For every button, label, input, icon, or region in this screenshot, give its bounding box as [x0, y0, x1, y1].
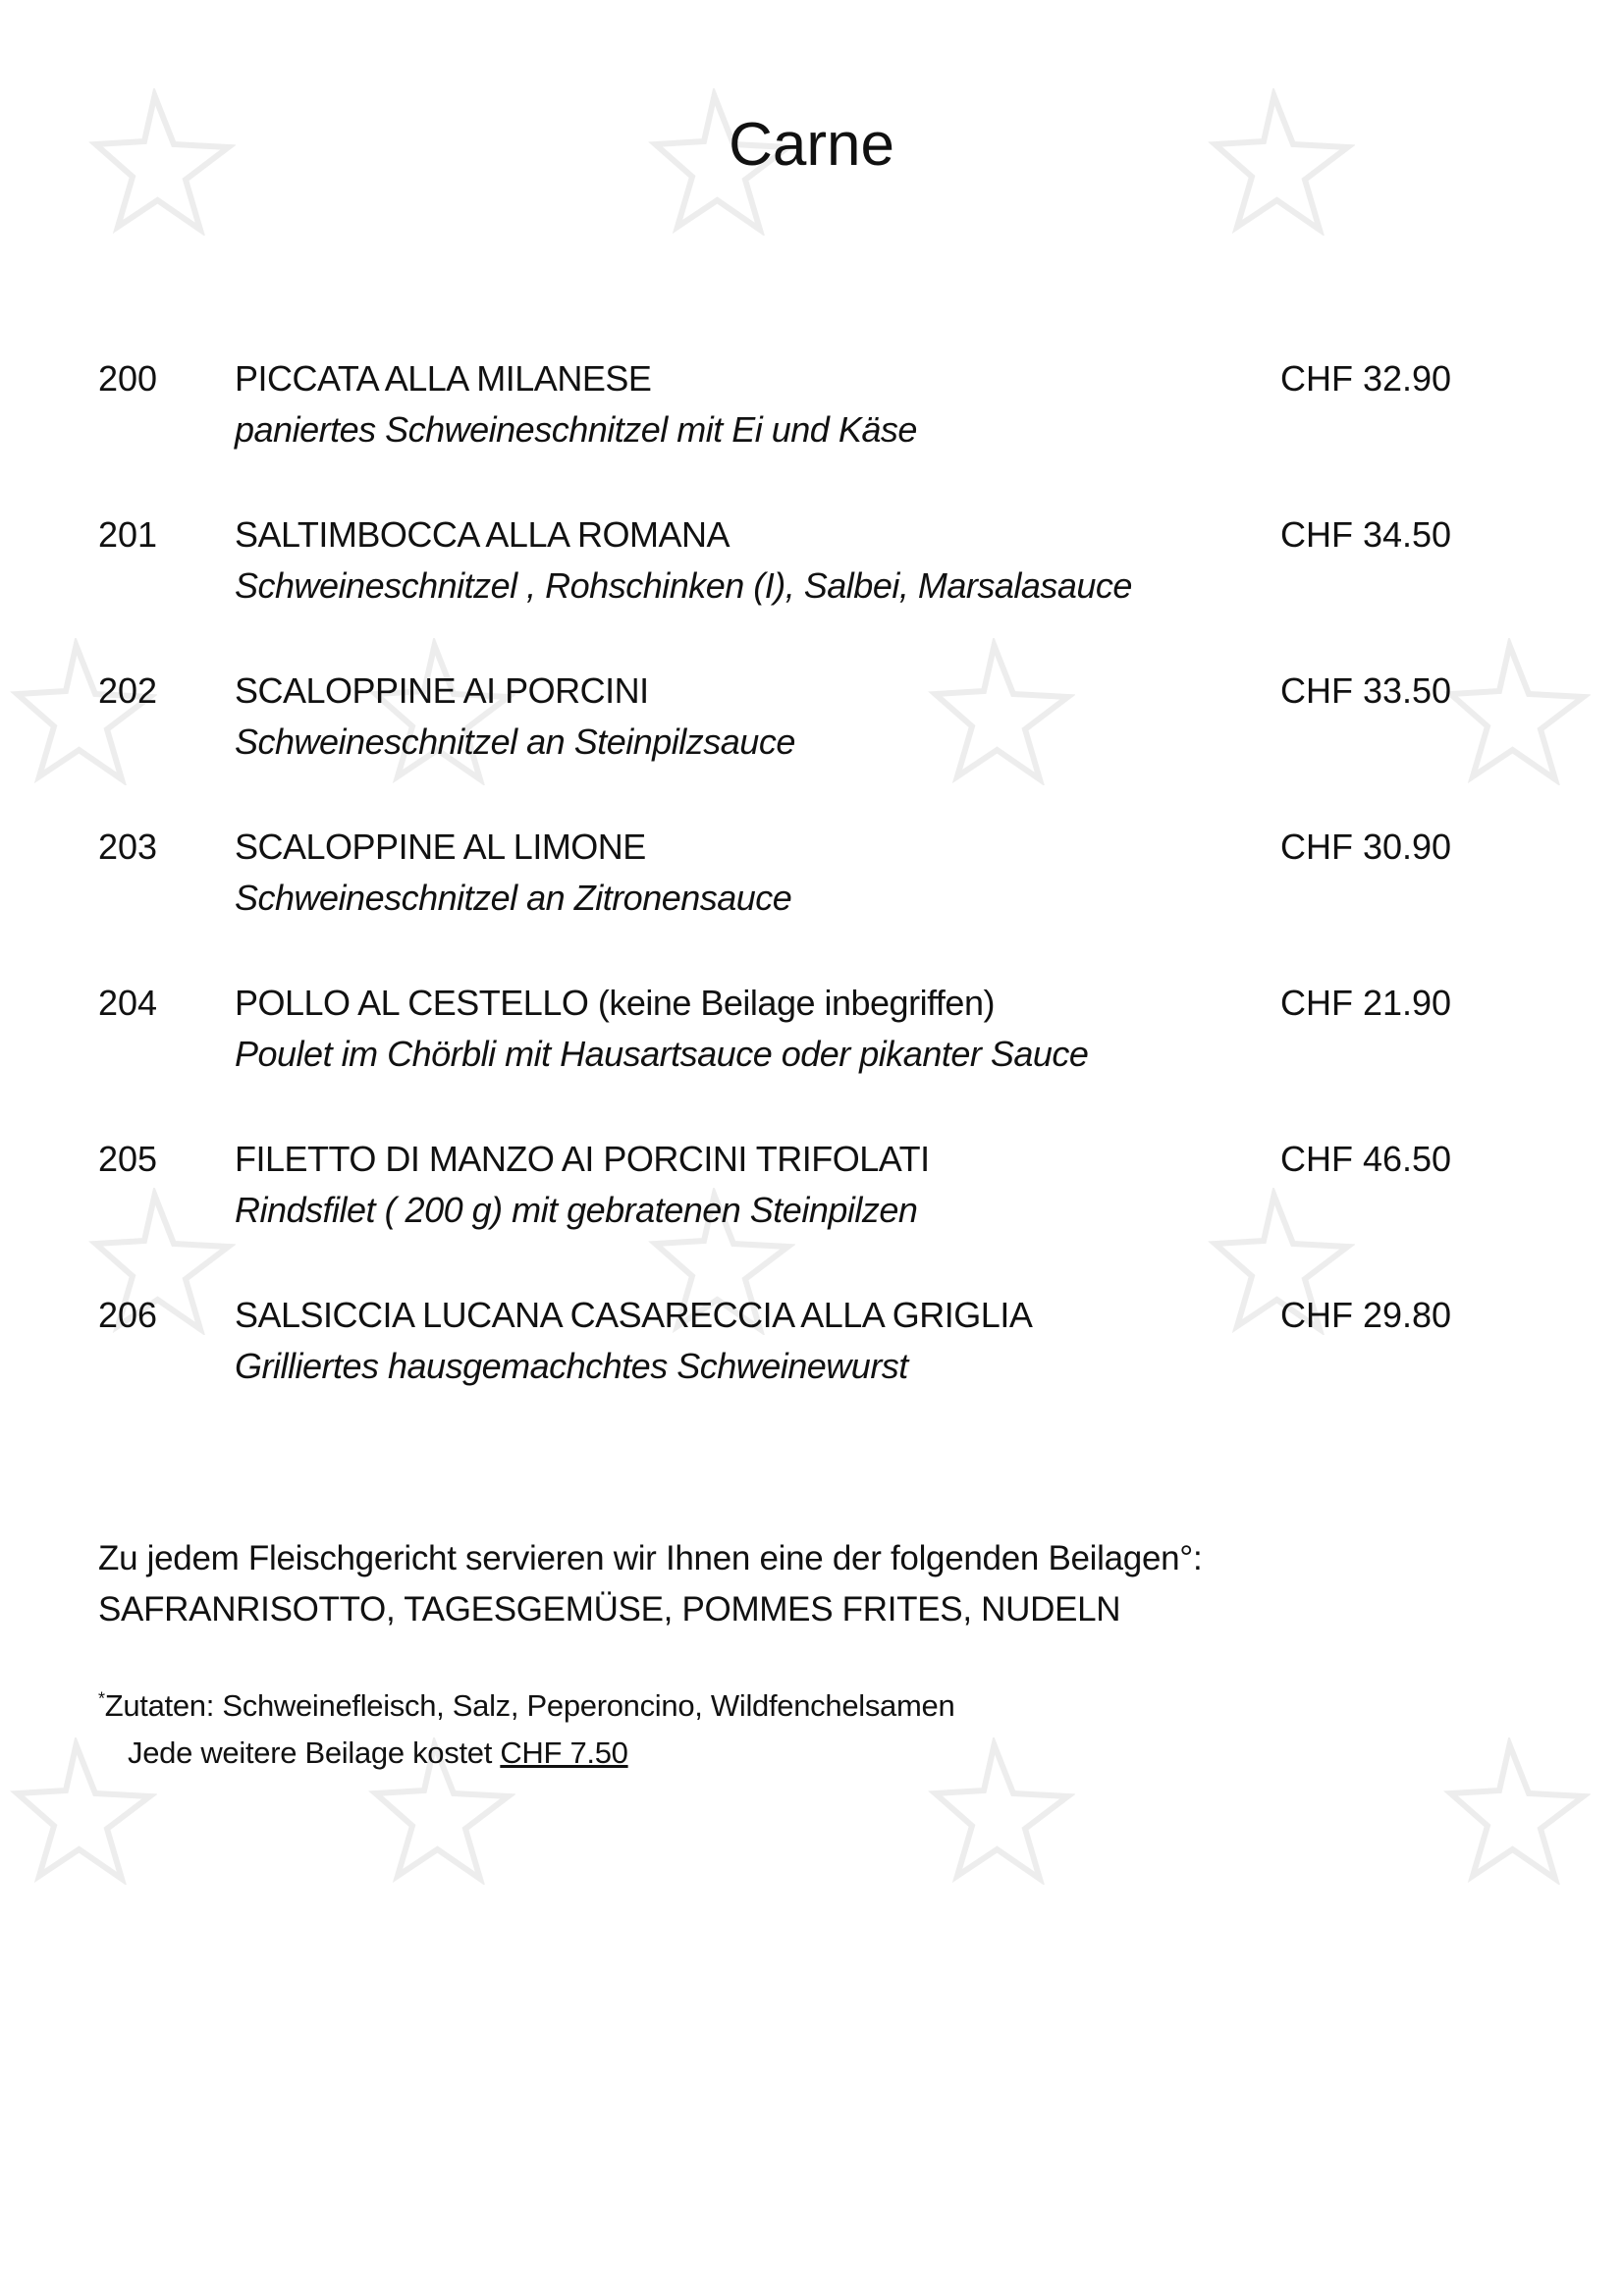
item-number: 203 [98, 827, 158, 867]
item-number: 204 [98, 983, 158, 1023]
item-price: CHF 30.90 [1280, 827, 1452, 867]
item-price: CHF 32.90 [1280, 358, 1452, 399]
item-price: CHF 33.50 [1280, 670, 1452, 711]
item-number: 201 [98, 514, 158, 555]
item-price: CHF 21.90 [1280, 983, 1452, 1023]
menu-item [0, 1139, 1623, 1256]
item-name: SCALOPPINE AL LIMONE [235, 827, 646, 867]
item-price: CHF 29.80 [1280, 1295, 1452, 1335]
item-description: Rindsfilet ( 200 g) mit gebratenen Steinpilzen [235, 1190, 918, 1230]
ingredients-note [98, 1688, 954, 1724]
item-number: 202 [98, 670, 158, 711]
item-price: CHF 46.50 [1280, 1139, 1452, 1179]
item-description: paniertes Schweineschnitzel mit Ei und Käse [235, 409, 917, 450]
menu-item [0, 1295, 1623, 1413]
menu-item [0, 514, 1623, 632]
item-name: SCALOPPINE AI PORCINI [235, 670, 649, 711]
item-description: Poulet im Chörbli mit Hausartsauce oder pikanter Sauce [235, 1034, 1089, 1074]
ingredients-text: Zutaten: Schweinefleisch, Salz, Peperoncino, Wildfenchelsamen [104, 1688, 955, 1723]
extra-side-text: Jede weitere Beilage kostet [128, 1735, 501, 1770]
watermark-star-icon [1443, 1737, 1591, 1885]
menu-item [0, 827, 1623, 944]
item-description: Schweineschnitzel an Steinpilzsauce [235, 721, 795, 762]
menu-item [0, 358, 1623, 476]
page-title: Carne [729, 111, 894, 179]
item-name: PICCATA ALLA MILANESE [235, 358, 652, 399]
item-number: 206 [98, 1295, 158, 1335]
watermark-star-icon [928, 1737, 1075, 1885]
footnote-marker: * [98, 1688, 105, 1709]
side-dish-list: SAFRANRISOTTO, TAGESGEMÜSE, POMMES FRITES, NUDELN [98, 1590, 1121, 1629]
item-name: SALTIMBOCCA ALLA ROMANA [235, 514, 730, 555]
menu-item [0, 670, 1623, 788]
item-price: CHF 34.50 [1280, 514, 1452, 555]
side-dish-intro: Zu jedem Fleischgericht servieren wir Ihnen eine der folgenden Beilagen°: [98, 1539, 1203, 1577]
item-name: POLLO AL CESTELLO (keine Beilage inbegriffen) [235, 983, 995, 1023]
item-name: FILETTO DI MANZO AI PORCINI TRIFOLATI [235, 1139, 930, 1179]
item-description: Schweineschnitzel an Zitronensauce [235, 878, 792, 918]
extra-side-note [128, 1735, 628, 1771]
item-description: Grilliertes hausgemachchtes Schweinewurst [235, 1346, 908, 1386]
extra-side-price: CHF 7.50 [500, 1735, 628, 1770]
item-number: 205 [98, 1139, 158, 1179]
item-number: 200 [98, 358, 158, 399]
item-name: SALSICCIA LUCANA CASARECCIA ALLA GRIGLIA [235, 1295, 1033, 1335]
item-description: Schweineschnitzel , Rohschinken (I), Salbei, Marsalasauce [235, 565, 1132, 606]
menu-item [0, 983, 1623, 1100]
